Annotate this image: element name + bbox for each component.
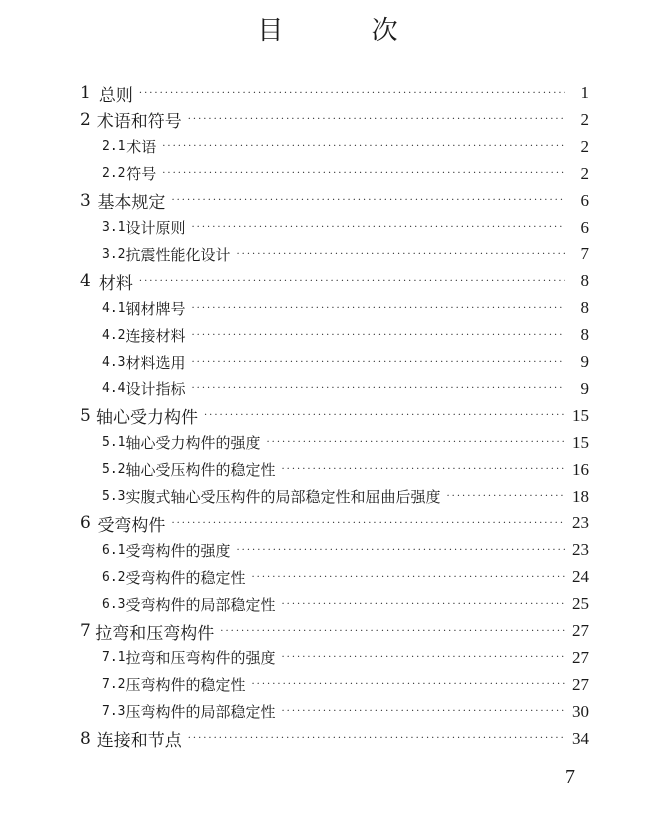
toc-entry-number: 7.3 xyxy=(102,704,126,720)
toc-dot-leader xyxy=(192,357,566,368)
toc-entry-page: 23 xyxy=(572,540,589,560)
toc-section-entry[interactable] xyxy=(80,699,589,725)
toc-chapter-entry[interactable] xyxy=(80,80,589,106)
toc-entry-label: 设计原则 xyxy=(125,219,186,237)
toc-dot-leader xyxy=(171,518,565,529)
toc-section-entry[interactable] xyxy=(80,564,589,590)
toc-entry-page: 8 xyxy=(580,298,589,318)
toc-entry-number: 3.2 xyxy=(102,246,126,262)
toc-entry-number: 2.2 xyxy=(102,166,126,182)
toc-entry-page: 24 xyxy=(572,567,589,587)
toc-entry-label: 总则 xyxy=(98,85,133,106)
toc-entry-number: 4.3 xyxy=(102,354,126,370)
toc-section-entry[interactable] xyxy=(80,322,589,348)
toc-entry-label: 受弯构件 xyxy=(97,515,166,536)
toc-entry-page: 27 xyxy=(572,674,589,694)
toc-entry-label: 受弯构件的强度 xyxy=(125,541,231,560)
toc-entry-label: 受弯构件的稳定性 xyxy=(125,568,246,587)
toc-entry-number: 1 xyxy=(80,83,91,103)
toc-entry-label: 连接和节点 xyxy=(96,731,182,752)
toc-entry-number: 8 xyxy=(80,728,91,749)
toc-entry-label: 受弯构件的局部稳定性 xyxy=(125,595,276,614)
toc-chapter-entry[interactable] xyxy=(80,403,589,429)
toc-dot-leader xyxy=(192,330,566,341)
toc-entry-label: 钢材牌号 xyxy=(125,299,186,318)
toc-section-entry[interactable] xyxy=(80,591,589,617)
toc-dot-leader xyxy=(171,195,565,206)
toc-entry-page: 27 xyxy=(572,647,589,667)
toc-chapter-entry[interactable] xyxy=(80,107,589,133)
toc-section-entry[interactable] xyxy=(80,430,589,456)
toc-entry-page: 1 xyxy=(580,83,589,102)
toc-dot-leader xyxy=(447,491,566,502)
toc-entry-page: 2 xyxy=(580,109,589,129)
toc-entry-number: 6.3 xyxy=(102,596,126,612)
toc-dot-leader xyxy=(192,383,566,394)
toc-entry-number: 4.2 xyxy=(102,327,126,343)
toc-entry-label: 设计指标 xyxy=(125,380,186,399)
toc-entry-page: 2 xyxy=(580,163,589,183)
toc-dot-leader xyxy=(237,545,566,556)
toc-dot-leader xyxy=(282,706,566,717)
toc-entry-number: 4.1 xyxy=(102,300,126,316)
toc-section-entry[interactable] xyxy=(80,241,589,267)
toc-entry-label: 实腹式轴心受压构件的局部稳定性和屈曲后强度 xyxy=(125,488,441,506)
toc-dot-leader xyxy=(237,249,566,260)
toc-entry-page: 2 xyxy=(580,136,589,156)
toc-entry-number: 6.2 xyxy=(102,569,126,585)
toc-entry-page: 30 xyxy=(572,701,589,721)
toc-entry-page: 16 xyxy=(572,459,589,479)
toc-entry-number: 4 xyxy=(80,271,91,292)
toc-entry-label: 术语 xyxy=(126,138,157,157)
toc-section-entry[interactable] xyxy=(80,672,589,698)
toc-entry-number: 7.2 xyxy=(102,677,126,693)
toc-entry-number: 5.2 xyxy=(102,462,126,478)
toc-entry-label: 材料选用 xyxy=(125,353,186,372)
toc-entry-page: 23 xyxy=(572,513,589,533)
toc-dot-leader xyxy=(252,679,566,690)
toc-entry-number: 7 xyxy=(80,621,91,641)
toc-section-entry[interactable] xyxy=(80,484,589,510)
toc-section-entry[interactable] xyxy=(80,537,589,563)
toc-entry-page: 25 xyxy=(572,594,589,614)
toc-section-entry[interactable] xyxy=(80,215,589,241)
toc-dot-leader xyxy=(282,599,566,610)
toc-section-entry[interactable] xyxy=(80,376,589,402)
toc-entry-page: 18 xyxy=(572,486,589,506)
toc-chapter-entry[interactable] xyxy=(80,618,589,644)
toc-entry-label: 轴心受力构件的强度 xyxy=(125,434,261,453)
toc-entry-label: 基本规定 xyxy=(97,193,166,214)
page-number: 7 xyxy=(565,766,575,788)
toc-entry-number: 5.3 xyxy=(102,489,126,504)
toc-dot-leader xyxy=(192,222,566,233)
toc-section-entry[interactable] xyxy=(80,295,589,321)
toc-entry-page: 7 xyxy=(580,244,589,264)
toc-chapter-entry[interactable] xyxy=(80,510,589,536)
toc-entry-number: 3 xyxy=(80,190,91,211)
toc-entry-number: 5 xyxy=(80,405,91,426)
toc-entry-label: 抗震性能化设计 xyxy=(125,245,231,264)
toc-dot-leader xyxy=(220,626,565,637)
toc-entry-page: 27 xyxy=(572,621,589,640)
toc-entry-number: 4.4 xyxy=(102,381,126,397)
toc-dot-leader xyxy=(139,276,565,287)
toc-entry-number: 3.1 xyxy=(102,220,126,235)
toc-dot-leader xyxy=(188,114,565,125)
toc-entry-page: 8 xyxy=(580,271,589,291)
toc-dot-leader xyxy=(162,168,565,179)
toc-entry-number: 7.1 xyxy=(102,650,126,666)
toc-chapter-entry[interactable] xyxy=(80,268,589,294)
toc-dot-leader xyxy=(282,464,566,475)
toc-entry-label: 轴心受力构件 xyxy=(96,408,198,429)
toc-entry-label: 术语和符号 xyxy=(96,112,182,133)
toc-dot-leader xyxy=(192,303,566,314)
page-title: 目 次 xyxy=(257,16,438,46)
toc-entry-page: 8 xyxy=(580,325,589,345)
toc-entry-label: 符号 xyxy=(126,165,157,184)
toc-section-entry[interactable] xyxy=(80,134,589,160)
toc-entry-label: 拉弯和压弯构件的强度 xyxy=(125,649,276,668)
toc-entry-page: 9 xyxy=(580,352,589,371)
toc-dot-leader xyxy=(252,572,566,583)
toc-dot-leader xyxy=(162,141,565,152)
toc-entry-number: 6.1 xyxy=(102,542,126,558)
toc-entry-page: 34 xyxy=(572,728,589,748)
toc-entry-page: 15 xyxy=(572,405,589,425)
toc-dot-leader xyxy=(282,652,566,663)
toc-dot-leader xyxy=(267,437,566,448)
toc-entry-label: 压弯构件的局部稳定性 xyxy=(125,703,276,722)
toc-entry-label: 压弯构件的稳定性 xyxy=(125,676,246,695)
toc-entry-page: 15 xyxy=(572,432,589,452)
toc-entry-label: 材料 xyxy=(98,273,133,294)
toc-entry-page: 6 xyxy=(580,190,589,210)
toc-entry-label: 连接材料 xyxy=(125,326,186,345)
toc-section-entry[interactable] xyxy=(80,457,589,483)
toc-entry-number: 6 xyxy=(80,513,91,534)
toc-entry-page: 9 xyxy=(580,378,589,398)
toc-section-entry[interactable] xyxy=(80,645,589,671)
toc-chapter-entry[interactable] xyxy=(80,726,589,752)
toc-entry-number: 5.1 xyxy=(102,435,126,451)
toc-dot-leader xyxy=(139,88,565,99)
toc-dot-leader xyxy=(188,733,565,744)
toc-entry-number: 2.1 xyxy=(102,139,126,155)
toc-section-entry[interactable] xyxy=(80,349,589,375)
toc-entry-label: 轴心受压构件的稳定性 xyxy=(125,461,276,480)
toc-entry-label: 拉弯和压弯构件 xyxy=(95,623,215,644)
toc-entry-number: 2 xyxy=(80,109,91,130)
toc-dot-leader xyxy=(204,410,565,421)
toc-chapter-entry[interactable] xyxy=(80,188,589,214)
toc-entry-page: 6 xyxy=(580,217,589,237)
toc-section-entry[interactable] xyxy=(80,161,589,187)
